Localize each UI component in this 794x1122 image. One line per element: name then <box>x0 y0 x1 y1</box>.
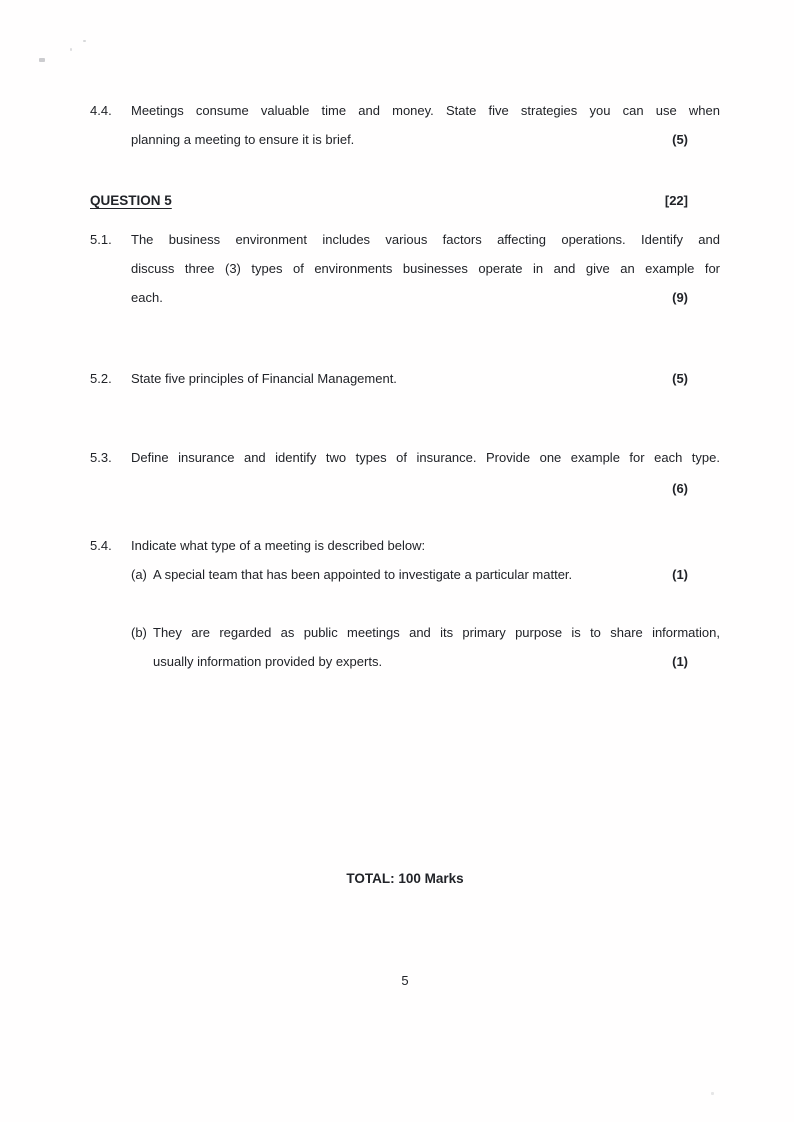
question-4-4 <box>90 96 720 154</box>
question-text-line: Define insurance and identify two types of insurance. Provide one example for each type. <box>131 450 720 465</box>
scan-speck <box>83 40 86 42</box>
marks-value: (9) <box>672 290 688 305</box>
sub-question-a <box>131 560 720 589</box>
question-number: 5.4. <box>90 538 112 553</box>
scan-speck <box>70 48 72 51</box>
section-title: QUESTION 5 <box>90 193 172 208</box>
question-text-line: planning a meeting to ensure it is brief. <box>131 132 355 147</box>
question-5-1 <box>90 225 720 312</box>
marks-value: (1) <box>672 654 688 669</box>
question-5-4 <box>90 531 720 676</box>
scan-speck <box>711 1092 714 1095</box>
scan-speck <box>39 58 45 62</box>
question-text-line: A special team that has been appointed to investigate a particular matter. <box>153 567 573 582</box>
question-number: 5.3. <box>90 450 112 465</box>
marks-value: (5) <box>672 371 688 386</box>
section-marks: [22] <box>664 193 688 208</box>
sub-question-b <box>131 618 720 676</box>
question-text-line: usually information provided by experts. <box>153 654 383 669</box>
question-text-line: discuss three (3) types of environments businesses operate in and give an example for <box>131 261 720 276</box>
question-5-3 <box>90 443 720 503</box>
question-number: 5.1. <box>90 232 112 247</box>
page-number: 5 <box>401 973 409 988</box>
sub-question-label: (a) <box>131 567 147 582</box>
question-text-line: The business environment includes various factors affecting operations. Identify and <box>131 232 720 247</box>
marks-value: (1) <box>672 567 688 582</box>
question-text-line: each. <box>131 290 163 305</box>
question-text-line: Indicate what type of a meeting is described below: <box>131 538 426 553</box>
question-number: 4.4. <box>90 103 112 118</box>
question-5-heading <box>90 186 720 215</box>
question-5-2 <box>90 364 720 393</box>
question-text-line: State five principles of Financial Management. <box>131 371 397 386</box>
total-marks: TOTAL: 100 Marks <box>346 871 464 886</box>
question-text-line: They are regarded as public meetings and its primary purpose is to share information, <box>153 625 720 640</box>
marks-value: (5) <box>672 132 688 147</box>
question-number: 5.2. <box>90 371 112 386</box>
marks-value: (6) <box>672 481 688 496</box>
sub-question-label: (b) <box>131 625 147 640</box>
question-text-line: Meetings consume valuable time and money. State five strategies you can use when <box>131 103 720 118</box>
